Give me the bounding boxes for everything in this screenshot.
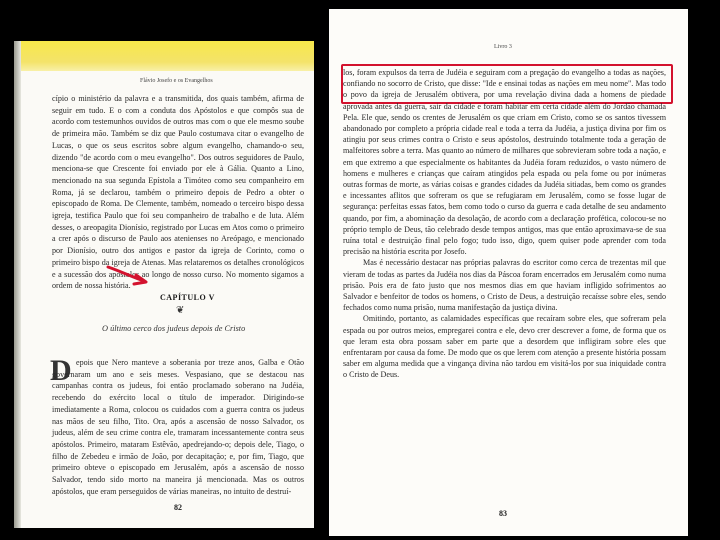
right-page-number: 83: [499, 509, 507, 518]
chapter-ornament: ❦: [176, 305, 185, 316]
right-paragraph: Omitindo, portanto, as calamidades específicas que recaíram sobre eles, que sofreram pela espada ou por outros meios, empregarei contra e ele, devo crer descrever a fome, de forma que os que leram esta obra possam saber em parte que a desordem que infligiram sobre eles que enfrentaram por causa da fome. De modo que os que lerem com atenção a presente história possam saber em alguma medida que a vingança divina não tardou em visitá-los por sua iniquidade contra o Cristo de Deus.: [343, 314, 666, 380]
chapter-subtitle: O último cerco dos judeus depois de Cristo: [102, 324, 246, 333]
left-paragraph: cípio o ministério da palavra e a transmitida, dos quais também, afirma de seguir em tudo. E o com a conduta dos Apóstolos e que compôs sua de acordo com testemunhos ouvidos de outros mas com o que ele mesmo soube de primeira mão. Também se diz que Paulo costumava citar o evangelho de Lucas, o que os seus escritos sobre algum evangelho, chamando-o seu, dizendo "de acordo com o meu evangelho". Dos outros seguidores de Paulo, menciona-se que Crescente foi enviado por ele à Gália. Quanto a Lino, mencionado na sua segunda Epístola a Timóteo como seu companheiro em Roma, já se declarou, também o primeiro depois de Pedro a obter o episcopado de Roma. De Clemente, também, nomeado o terceiro bispo dessa igreja, testifica Paulo que foi seu companheiro de trabalho e de luta. Além desses, o areopagita Dionísio, registrado por Lucas em Atos como o primeiro a crer após o discurso de Paulo aos atenienses no Areópago, e mencionado por Dionísio, outro dos antigos e pastor da igreja de Corinto, como o primeiro bispo da igreja de Atenas. Mas relataremos os detalhes cronológicos e a sucessão dos apóstolos ao longo de nosso curso. No momento sigamos a ordem de nossa história.: [52, 94, 304, 291]
right-page: [329, 9, 688, 536]
drop-cap: D: [50, 354, 72, 387]
page-shadow: [14, 41, 21, 528]
left-page-number: 82: [174, 503, 182, 512]
left-chapter-text: [50, 354, 304, 497]
chapter-title: CAPÍTULO V: [160, 293, 215, 302]
right-running-head: Livro 3: [494, 44, 512, 50]
left-chapter-paragraph: epois que Nero manteve a soberania por treze anos, Galba e Otão governaram um ano e seis meses. Vespasiano, que se destacou nas campanhas contra os judeus, foi então proclamado soberano na Judéia, recebendo do exército local o título de imperador. Dirigindo-se imediatamente a Roma, colocou os cuidados com a guerra contra os judeus nas mãos de seu filho, Tito. Ora, após a ascensão de nosso Salvador, os judeus, além de seu crime contra ele, tramaram incessantemente contra seus apóstolos. Primeiro, mataram Estêvão, apedrejando-o; depois dele, Tiago, o filho de Zebedeu e irmão de João, por decapitação; e, por fim, Tiago, que primeiro obteve o episcopado em Jerusalém, após a ascensão de nosso Salvador, tendo sido morto na maneira já mencionada. Mas os outros apóstolos, que eram perseguidos de várias maneiras, no intuito de destruí-: [52, 358, 304, 496]
highlighted-margin-band: [14, 41, 314, 71]
left-page: [14, 41, 314, 528]
left-top-text: [52, 93, 304, 292]
red-arrow-icon: [106, 263, 150, 287]
right-paragraph: los, foram expulsos da terra de Judéia e seguiram com a pregação do evangelho a todas as nações, confiando no socorro de Cristo, que disse: "Ide e ensinai todas as nações em meu nome". Mas todo o povo da igreja de Jerusalém obtivera, por uma revelação divina dada a homens de piedade aprovada antes da guerra, sair da cidade e foram habitar em certa cidade além do Jordão chamada Pela. Ele que, sendo os crentes de Jerusalém os que criam em Cristo, como se os santos tivessem abandonado por completo a própria cidade real e toda a terra da Judéia, a justiça divina por fim os atingiu por seus crimes contra o Cristo e seus apóstolos, destruindo totalmente toda a geração de malfeitores sobre a terra. Mas quanto ao número de milhares que sobrevieram sobre toda a nação, e em que extremo a que especialmente os habitantes da Judéia foram reduzidos, o vasto número de homens e mulheres e crianças que caíram atingidos pela espada ou pela fome ou por inúmeras outras formas de morte, as várias coisas e grandes cidades da Judéia sitiadas, bem como os grandes e incessantes aflitos que sofreram os que se refugiaram em Jerusalém, como se fosse lugar de segurança: perfeitas essas fatos, bem como todo o curso da guerra e cada detalhe de seu andamento quando, por fim, a abominação da desolação, de acordo com a declaração profética, colocou-se no próprio templo de Deus, tão celebrado desde tempos antigos, mas que então aproximava-se de sua ruína total e destruição final pelo fogo; tudo isso, digo, quem quiser pode aprender com toda precisão na história escrita por Josefo.: [343, 68, 666, 257]
right-paragraph: Mas é necessário destacar nas próprias palavras do escritor como cerca de trezentas mil que vieram de todas as partes da Judéia nos dias da Páscoa foram encerrados em Jerusalém como numa prisão. Pois era de fato justo que nos mesmos dias em que haviam infligido sofrimentos ao Salvador e benfeitor de todos os homens, o Cristo de Deus, a destruição recaísse sobre eles, sendo fechados como numa prisão, numa manifestação da justiça divina.: [343, 258, 666, 313]
right-text: [343, 67, 666, 381]
left-running-head: Flávio Josefo e os Evangelhos: [140, 78, 213, 84]
